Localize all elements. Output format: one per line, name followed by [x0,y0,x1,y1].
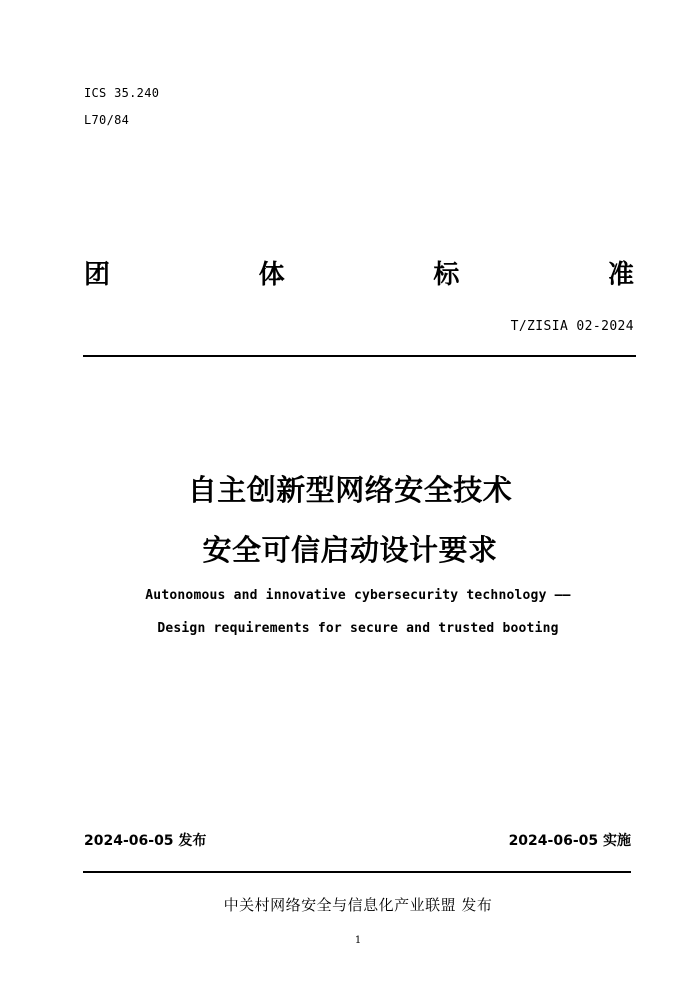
ics-code: ICS 35.240 [84,86,160,100]
standard-code: T/ZISIA 02-2024 [510,319,634,334]
english-title-line-1: Autonomous and innovative cybersecurity technology —— [145,588,571,603]
standard-type-char: 团 [84,260,111,290]
issue-date: 2024-06-05 发布 [84,833,207,849]
top-divider [83,355,636,357]
chinese-title-line-1: 自主创新型网络安全技术 [187,473,513,507]
standard-type-char: 体 [258,260,285,290]
standard-type-heading [84,254,634,291]
chinese-title-line-2: 安全可信启动设计要求 [202,533,498,567]
implementation-date: 2024-06-05 实施 [508,833,631,849]
standard-type-char: 准 [607,260,634,290]
bottom-divider [83,871,631,873]
publisher: 中关村网络安全与信息化产业联盟 发布 [223,896,493,914]
page-number: 1 [354,935,362,946]
classification-code: L70/84 [84,113,130,127]
standard-type-char: 标 [433,260,460,290]
english-title-line-2: Design requirements for secure and trusted booting [157,621,559,636]
